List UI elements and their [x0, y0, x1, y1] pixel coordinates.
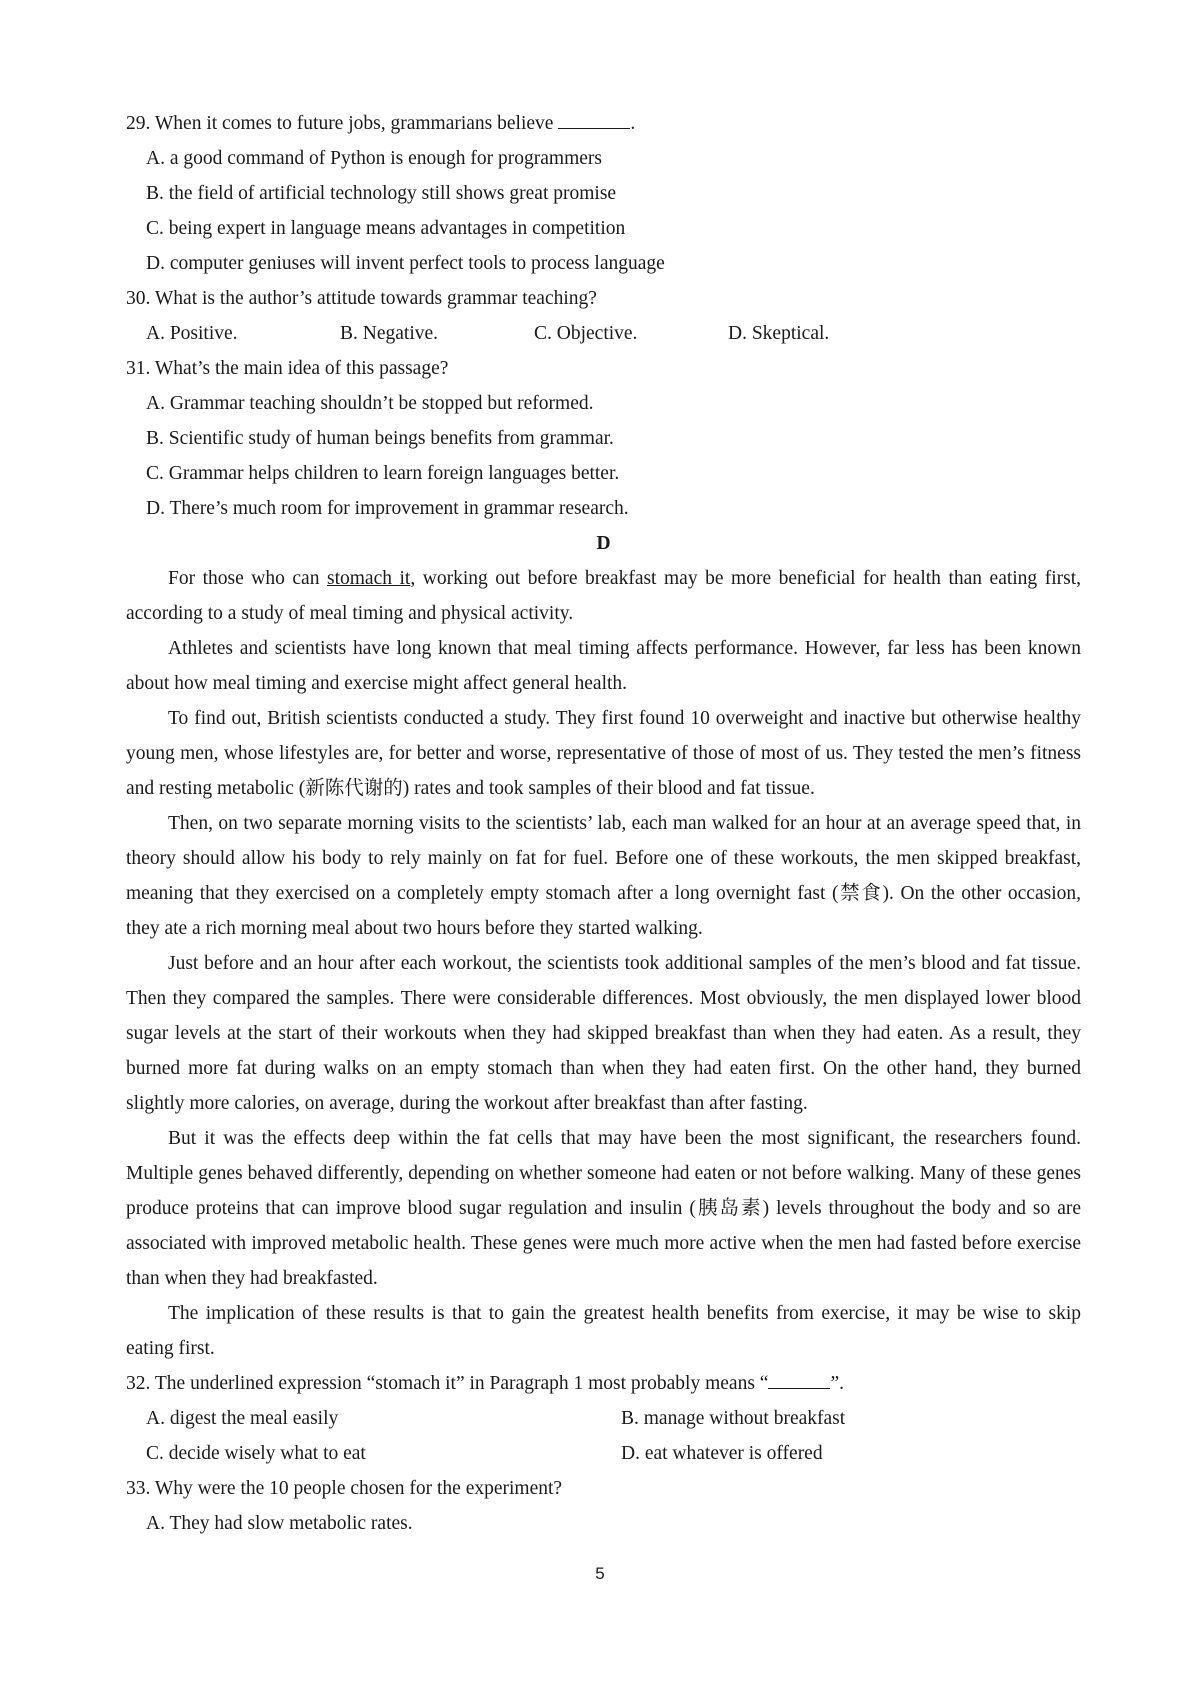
passage-paragraph-4: Then, on two separate morning visits to the scientists’ lab, each man walked for an hour at an average speed that, in theory should allow his body to rely mainly on fat for fuel. Before one of these workouts, the men skipped breakfast, meaning that they exercised on a completely empty stomach after a long overnight fast (禁食). On the other occasion, they ate a rich morning meal about two hours before they started walking.	[126, 813, 1081, 939]
q30-option-b: B. Negative.	[340, 323, 439, 344]
answer-blank	[768, 1370, 830, 1389]
q30-option-a: A. Positive.	[146, 323, 238, 344]
q29-option-b: B. the field of artificial technology still shows great promise	[146, 183, 617, 204]
q29-option-c: C. being expert in language means advantages in competition	[146, 218, 626, 239]
passage-title: D	[596, 533, 611, 554]
question-31-stem: 31. What’s the main idea of this passage?	[126, 358, 449, 379]
q32-options-row-1	[126, 1401, 1081, 1436]
passage-paragraph-1: For those who can stomach it, working out before breakfast may be more beneficial for health than eating first, according to a study of meal timing and physical activity.	[126, 568, 1081, 624]
q32-option-c: C. decide wisely what to eat	[146, 1443, 366, 1464]
page-number: 5	[595, 1564, 605, 1583]
question-32-stem: 32. The underlined expression “stomach it” in Paragraph 1 most probably means “ ”.	[126, 1366, 1081, 1401]
passage-paragraph-3: To find out, British scientists conducted a study. They first found 10 overweight and inactive but otherwise healthy young men, whose lifestyles are, for better and worse, representative of those of most of us. They tested the men’s fitness and resting metabolic (新陈代谢的) rates and took samples of their blood and fat tissue.	[126, 708, 1081, 799]
q32-option-b: B. manage without breakfast	[621, 1408, 846, 1429]
q30-options	[126, 316, 1081, 351]
passage-paragraph-6: But it was the effects deep within the fat cells that may have been the most significant, the researchers found. Multiple genes behaved differently, depending on whether someone had eaten or not before walking. Many of these genes produce proteins that can improve blood sugar regulation and insulin (胰岛素) levels throughout the body and so are associated with improved metabolic health. These genes were much more active when the men had fasted before exercise than when they had breakfasted.	[126, 1128, 1081, 1289]
q29-option-d: D. computer geniuses will invent perfect tools to process language	[146, 253, 665, 274]
q32-option-d: D. eat whatever is offered	[621, 1443, 823, 1464]
passage-paragraph-5: Just before and an hour after each workout, the scientists took additional samples of the men’s blood and fat tissue. Then they compared the samples. There were considerable differences. Most obviously, the men displayed lower blood sugar levels at the start of their workouts when they had skipped breakfast than when they had eaten. As a result, they burned more fat during walks on an empty stomach than when they had eaten first. On the other hand, they burned slightly more calories, on average, during the workout after breakfast than after fasting.	[126, 953, 1081, 1114]
underlined-expression: stomach it	[327, 568, 411, 589]
q31-option-c: C. Grammar helps children to learn foreign languages better.	[146, 463, 620, 484]
q31-option-a: A. Grammar teaching shouldn’t be stopped but reformed.	[146, 393, 594, 414]
answer-blank	[558, 110, 630, 129]
q32-options-row-2	[126, 1436, 1081, 1471]
passage-paragraph-2: Athletes and scientists have long known that meal timing affects performance. However, far less has been known about how meal timing and exercise might affect general health.	[126, 638, 1081, 694]
passage-paragraph-7: The implication of these results is that to gain the greatest health benefits from exercise, it may be wise to skip eating first.	[126, 1303, 1081, 1359]
question-33-stem: 33. Why were the 10 people chosen for the experiment?	[126, 1478, 563, 1499]
q32-option-a: A. digest the meal easily	[146, 1408, 339, 1429]
question-29-stem: 29. When it comes to future jobs, grammarians believe .	[126, 106, 1081, 141]
question-30-stem: 30. What is the author’s attitude towards grammar teaching?	[126, 288, 597, 309]
q30-option-c: C. Objective.	[534, 323, 638, 344]
q31-option-d: D. There’s much room for improvement in grammar research.	[146, 498, 629, 519]
q31-option-b: B. Scientific study of human beings benefits from grammar.	[146, 428, 614, 449]
q33-option-a: A. They had slow metabolic rates.	[146, 1513, 413, 1534]
q29-option-a: A. a good command of Python is enough for programmers	[146, 148, 603, 169]
q30-option-d: D. Skeptical.	[728, 323, 830, 344]
exam-page	[126, 106, 1081, 1541]
